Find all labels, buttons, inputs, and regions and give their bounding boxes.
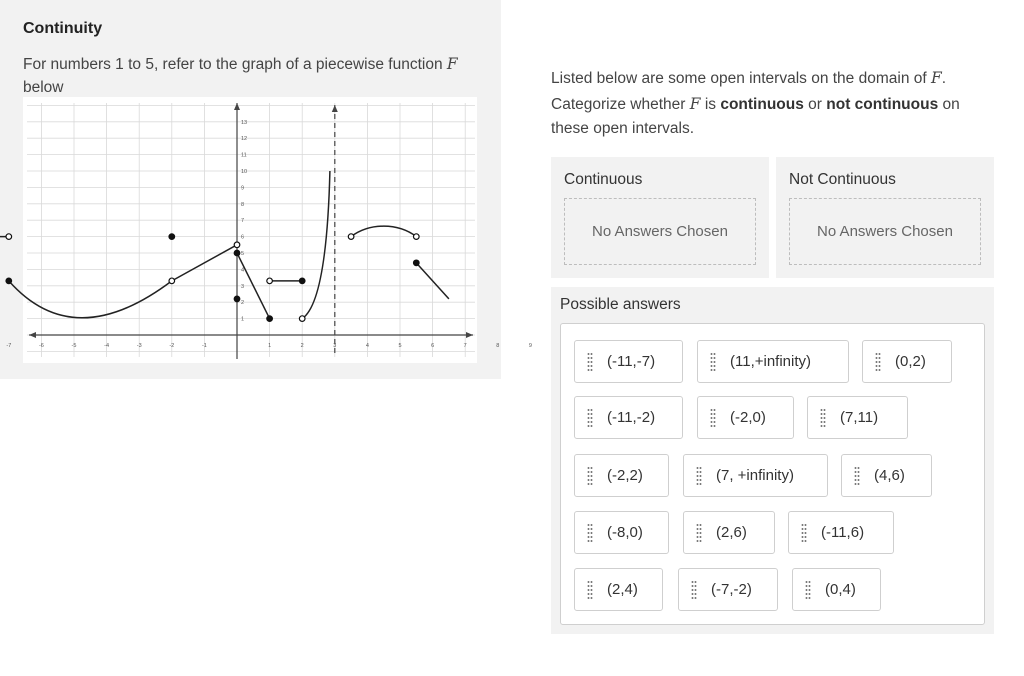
answer-chip-label: (-11,6) [821,524,865,541]
x-tick-label: 2 [300,343,304,349]
answer-chip-label: (-7,-2) [711,581,752,598]
answer-chip[interactable] [841,454,932,497]
answer-chip[interactable] [574,568,663,611]
x-tick-label: 5 [398,343,402,349]
x-tick-label: -5 [71,343,77,349]
closed-point [234,250,240,256]
y-tick-label: 2 [241,300,245,307]
open-point [267,278,273,284]
instructions [551,66,991,142]
empty-placeholder: No Answers Chosen [592,223,728,240]
drag-handle-icon [820,409,826,427]
y-tick-label: 13 [241,119,248,126]
answer-chip[interactable] [697,396,794,439]
piecewise-function-graph [6,97,532,363]
answer-chip-label: (0,4) [825,581,856,598]
x-axis-arrow-icon [29,332,36,338]
answer-chip-label: (2,4) [607,581,638,598]
answer-chip-label: (7,11) [840,409,879,426]
not-continuous-drop-zone[interactable] [789,198,981,265]
answer-chip[interactable] [788,511,894,554]
answer-chip[interactable] [574,396,683,439]
x-tick-label: -7 [6,343,12,349]
y-tick-label: 12 [241,136,248,143]
x-tick-label: 7 [463,343,467,349]
x-tick-label: 3 [333,343,337,349]
continuous-drop-zone[interactable] [564,198,756,265]
question-title: Continuity [23,20,103,37]
answer-bank[interactable] [560,323,985,625]
graph-svg [6,97,532,363]
open-point [414,234,420,240]
continuous-category [551,157,769,278]
y-axis-arrow-icon [234,103,240,110]
x-tick-label: -1 [201,343,207,349]
instruction-text: or [808,95,822,113]
drag-handle-icon [696,524,702,542]
y-tick-label: 4 [241,267,245,274]
drag-handle-icon [587,353,593,371]
graph-curve [9,281,172,318]
instruction-text: on these open intervals. [551,95,960,137]
answer-chip[interactable] [678,568,778,611]
closed-point [414,260,420,266]
answer-chip[interactable] [862,340,952,383]
open-point [234,242,240,248]
closed-point [6,278,12,284]
not-continuous-category-title: Not Continuous [789,171,896,188]
question-panel [0,0,532,379]
closed-point [169,234,175,240]
drag-handle-icon [587,467,593,485]
answer-chip-label: (-11,-7) [607,353,656,370]
x-tick-label: 6 [431,343,435,349]
answer-chip[interactable] [574,340,683,383]
function-variable: F [446,55,458,73]
open-point [6,234,12,240]
answer-chip-label: (-2,0) [730,409,766,426]
closed-point [299,278,305,284]
not-continuous-keyword: not continuous [826,95,939,113]
open-point [348,234,354,240]
answer-chip[interactable] [683,511,775,554]
continuous-keyword: continuous [720,95,804,113]
question-prompt [23,53,483,99]
drag-handle-icon [587,409,593,427]
drag-handle-icon [854,467,860,485]
x-tick-label: 1 [268,343,272,349]
x-tick-label: -2 [169,343,175,349]
y-tick-label: 5 [241,251,245,257]
answer-chip[interactable] [697,340,849,383]
answer-chip-label: (-8,0) [607,524,643,541]
possible-answers-section [551,287,994,634]
y-tick-label: 1 [241,316,245,323]
instruction-text: Listed below are some open intervals on the domain of [551,70,927,87]
drag-handle-icon [696,467,702,485]
instruction-text: . Categorize whether [551,70,947,113]
graph-curve [302,171,330,319]
instruction-text: is [704,95,717,113]
answer-chip[interactable] [807,396,908,439]
x-tick-label: -3 [136,343,142,349]
empty-placeholder: No Answers Chosen [817,223,953,240]
y-tick-label: 6 [241,234,245,241]
possible-answers-title: Possible answers [560,296,681,313]
function-variable: F [689,94,701,113]
y-tick-label: 3 [241,283,245,290]
x-axis-arrow-icon [466,332,473,338]
answer-chip-label: (7, +infinity) [716,467,794,484]
x-tick-label: -6 [38,343,44,349]
function-variable: F [930,69,942,87]
x-tick-label: 4 [365,343,369,349]
answer-chip[interactable] [574,454,669,497]
x-tick-label: 9 [528,343,532,349]
answer-chip[interactable] [792,568,881,611]
y-tick-label: 8 [241,201,245,208]
answer-chip-label: (0,2) [895,353,926,370]
x-tick-label: 8 [496,343,500,349]
x-tick-label: -4 [104,343,110,349]
drag-handle-icon [805,581,811,599]
drag-handle-icon [691,581,697,599]
continuous-category-title: Continuous [564,171,643,188]
prompt-text-end: below [23,79,64,96]
closed-point [234,296,240,302]
answer-chip-label: (11,+infinity) [730,353,812,370]
y-tick-label: 9 [241,185,245,192]
drag-handle-icon [801,524,807,542]
answer-chip[interactable] [574,511,669,554]
answer-chip-label: (-2,2) [607,467,643,484]
drag-handle-icon [710,353,716,371]
answer-chip-label: (2,6) [716,524,747,541]
drag-handle-icon [875,353,881,371]
not-continuous-category [776,157,994,278]
graph-semicircle [351,226,416,236]
answer-chip[interactable] [683,454,828,497]
y-tick-label: 7 [241,218,245,225]
drag-handle-icon [710,409,716,427]
y-tick-label: 10 [241,169,248,175]
drag-handle-icon [587,581,593,599]
asymptote-arrow-icon [332,105,338,112]
closed-point [267,316,273,322]
open-point [169,278,175,284]
prompt-text: For numbers 1 to 5, refer to the graph of a piecewise function [23,56,443,73]
answer-chip-label: (4,6) [874,467,905,484]
y-tick-label: 11 [241,152,247,159]
answer-chip-label: (-11,-2) [607,409,656,426]
drag-handle-icon [587,524,593,542]
open-point [299,316,305,322]
